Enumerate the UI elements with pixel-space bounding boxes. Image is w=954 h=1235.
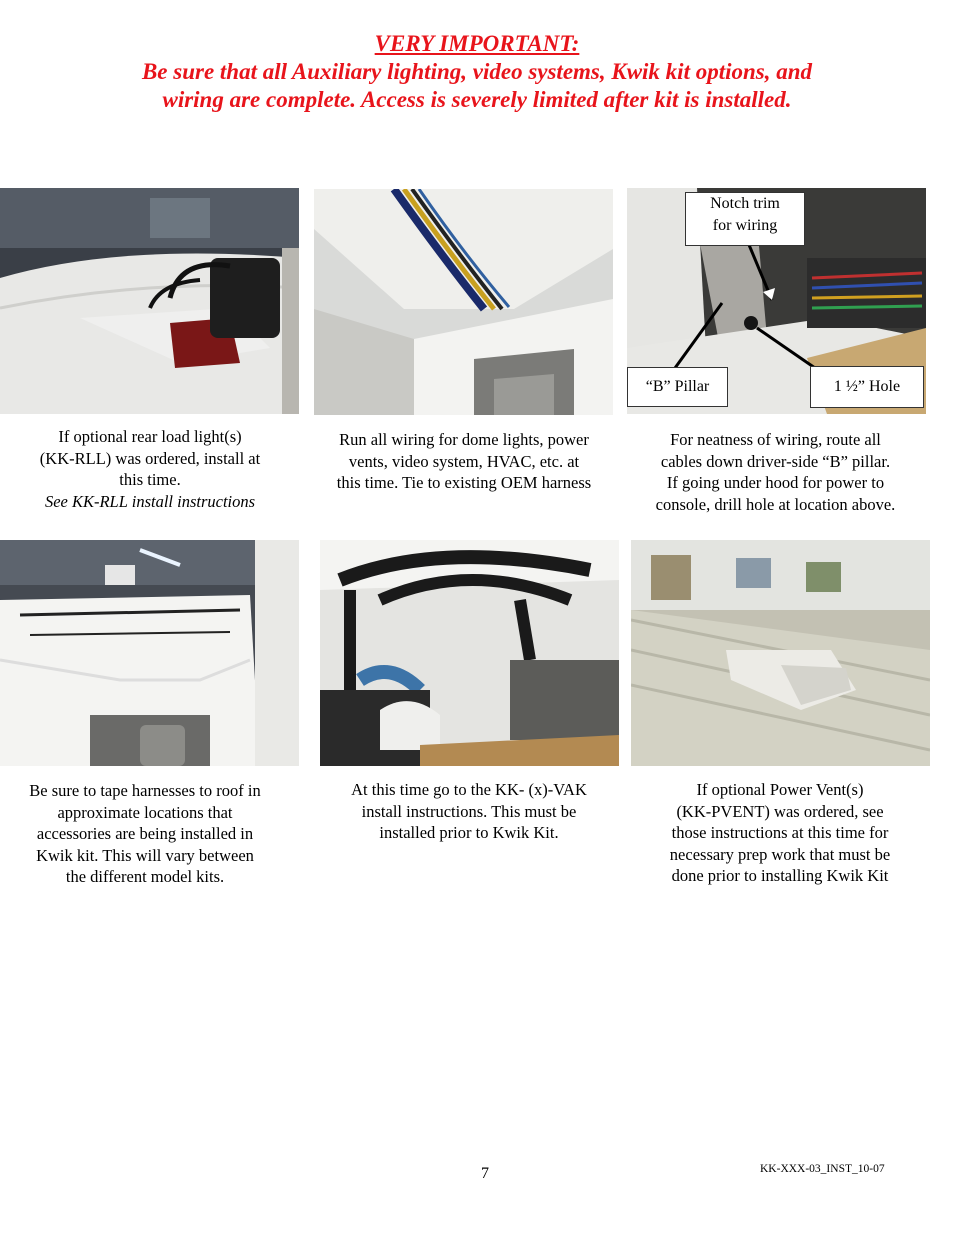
caption-line: Be sure to tape harnesses to roof in	[29, 781, 261, 800]
caption-power-vent	[631, 779, 929, 887]
notch-trim-callout	[685, 192, 805, 246]
caption-line: If optional Power Vent(s)	[696, 780, 864, 799]
caption-line: Kwik kit. This will vary between	[36, 845, 254, 865]
notch-trim-line-2: for wiring	[712, 217, 778, 234]
hole-callout: 1 ½” Hole	[810, 366, 924, 408]
caption-roof-wiring	[314, 429, 614, 494]
caption-line: this time.	[119, 470, 181, 489]
warning-line-2: wiring are complete. Access is severely limited after kit is installed.	[162, 87, 792, 112]
caption-line: those instructions at this time for	[671, 823, 889, 842]
caption-line: this time. Tie to existing OEM harness	[336, 473, 592, 492]
rear-load-light-photo	[0, 188, 299, 414]
b-pillar-callout: “B” Pillar	[627, 367, 728, 407]
document-id: KK-XXX-03_INST_10-07	[760, 1163, 885, 1175]
caption-line: console, drill hole at location above.	[655, 494, 896, 514]
caption-hvac-ducts	[319, 779, 619, 844]
notch-trim-line-1: Notch trim	[710, 195, 780, 212]
power-vent-photo	[631, 540, 930, 766]
caption-line: Run all wiring for dome lights, power	[339, 430, 589, 449]
caption-line: necessary prep work that must be	[669, 844, 891, 864]
caption-line: (KK-RLL) was ordered, install at	[39, 448, 261, 468]
caption-line: install instructions. This must be	[361, 801, 577, 821]
caption-b-pillar	[628, 429, 923, 515]
caption-line: approximate locations that	[57, 802, 233, 822]
caption-line: vents, video system, HVAC, etc. at	[348, 451, 580, 471]
caption-reference: See KK-RLL install instructions	[44, 491, 256, 511]
caption-rear-load-light	[10, 426, 290, 512]
caption-line: the different model kits.	[65, 867, 225, 886]
caption-line: accessories are being installed in	[36, 824, 254, 843]
hvac-ducts-photo	[320, 540, 619, 766]
warning-title: VERY IMPORTANT:	[374, 31, 580, 56]
caption-line: For neatness of wiring, route all	[670, 430, 881, 449]
page-number: 7	[481, 1165, 489, 1182]
warning-line-1: Be sure that all Auxiliary lighting, video systems, Kwik kit options, and	[141, 59, 813, 84]
caption-line: (KK-PVENT) was ordered, see	[676, 801, 884, 821]
roof-wiring-photo	[314, 189, 613, 415]
taped-harness-photo	[0, 540, 299, 766]
caption-line: If optional rear load light(s)	[58, 427, 242, 446]
caption-line: installed prior to Kwik Kit.	[379, 823, 559, 842]
caption-line: done prior to installing Kwik Kit	[671, 866, 889, 885]
caption-line: If going under hood for power to	[666, 473, 885, 492]
caption-taped-harness	[5, 780, 285, 888]
caption-line: cables down driver-side “B” pillar.	[660, 451, 891, 471]
caption-line: At this time go to the KK- (x)-VAK	[351, 780, 587, 799]
